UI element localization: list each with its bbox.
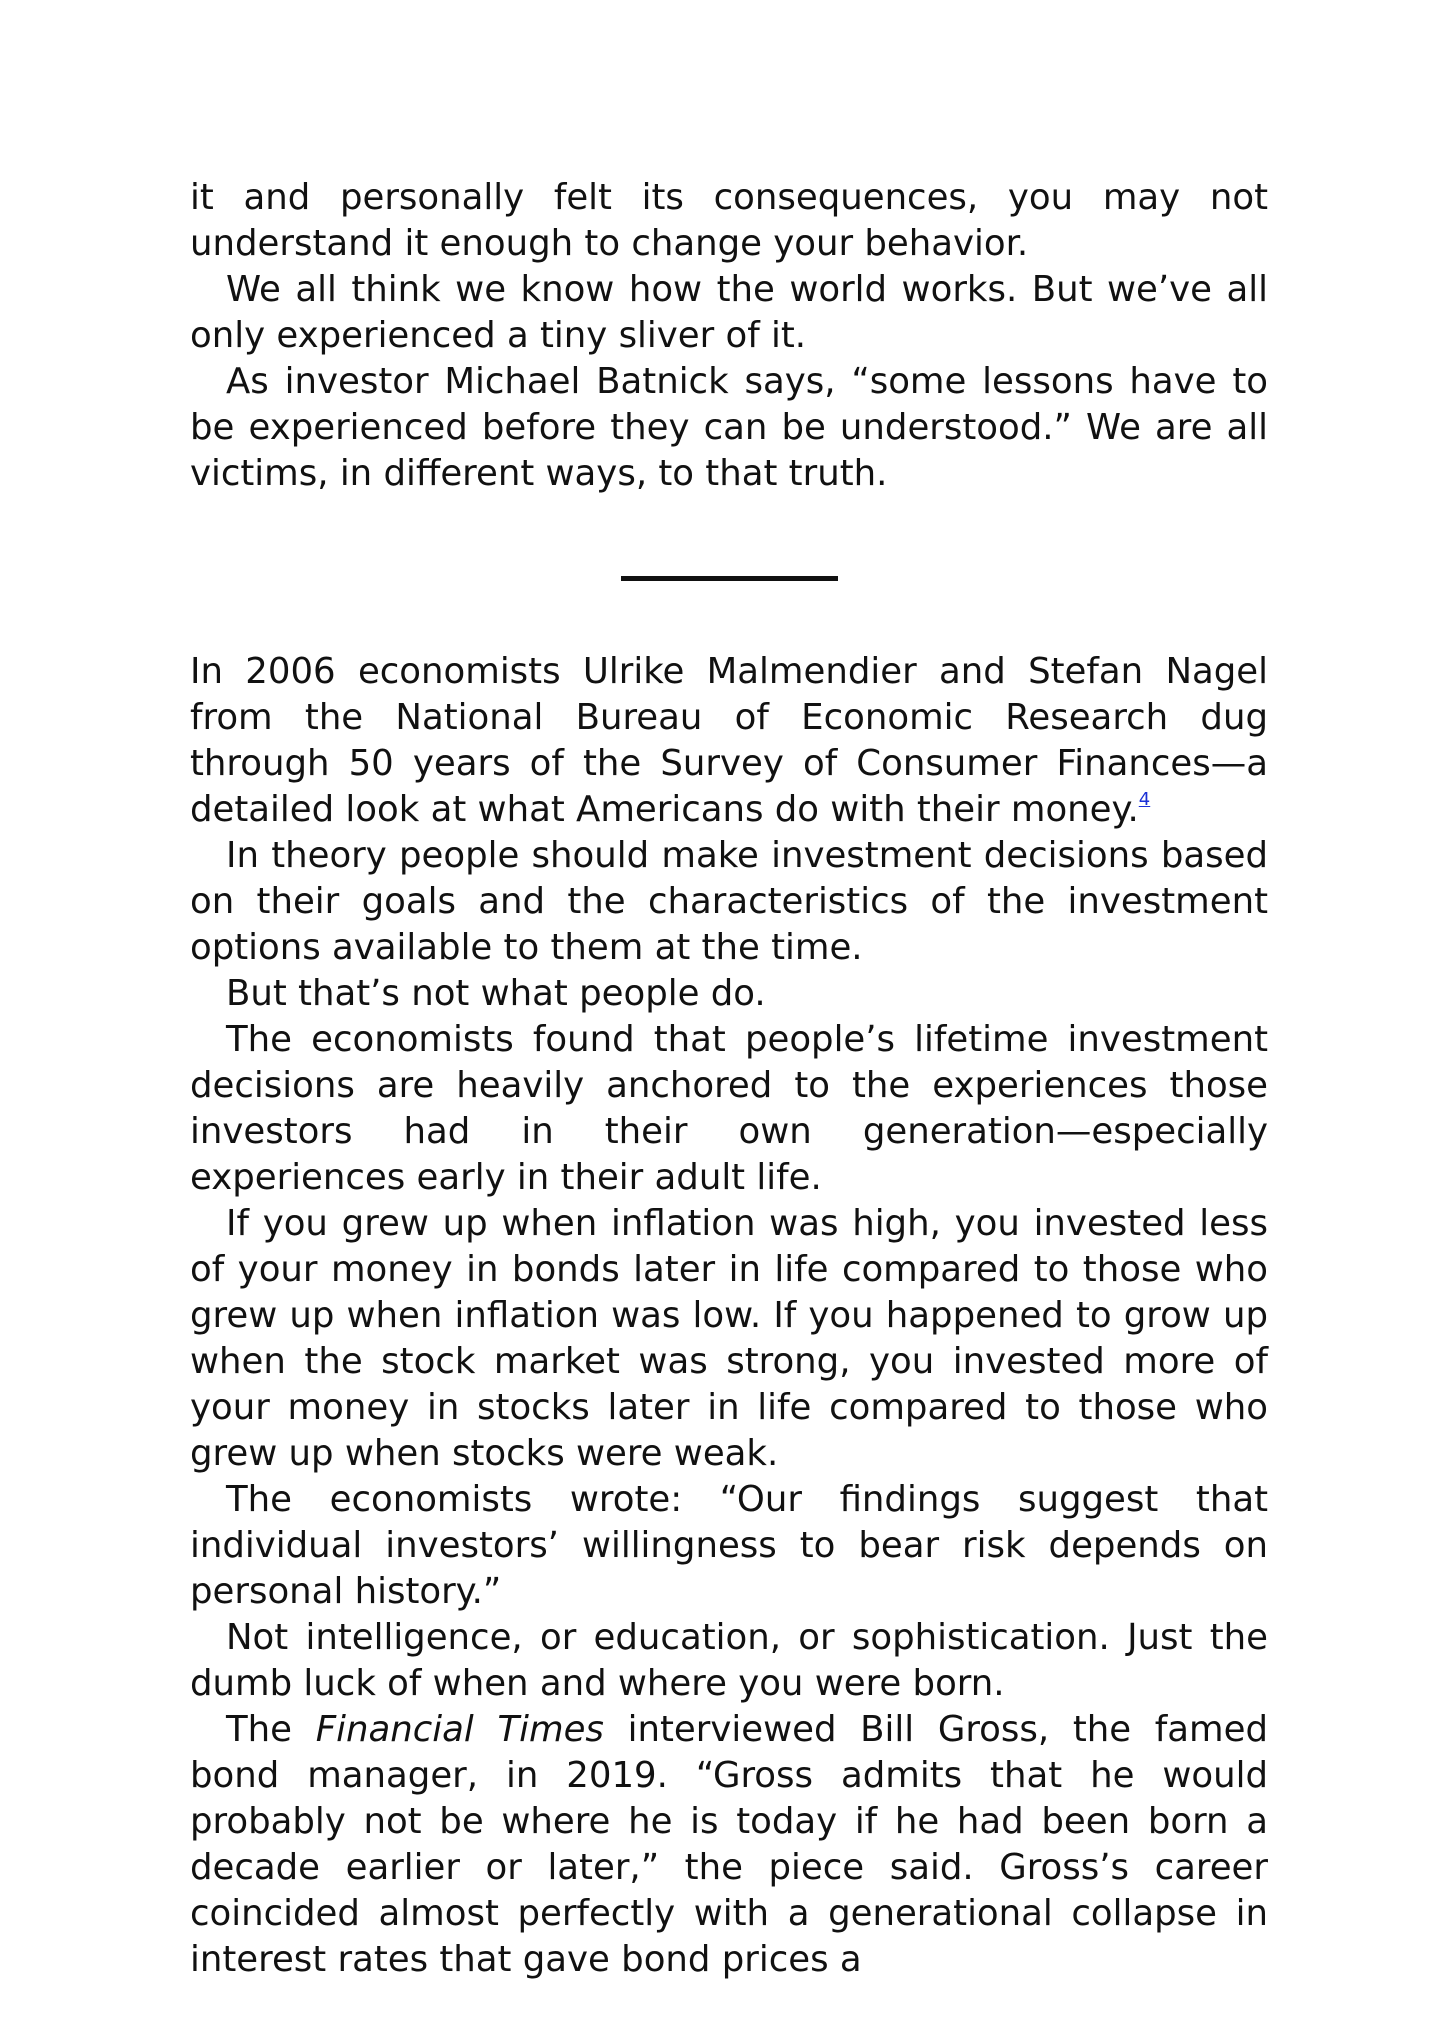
paragraph-text: The <box>226 1709 316 1750</box>
paragraph: The economists found that people’s lifetime investment decisions are heavily anchored to the experiences those investors had in their own generation—especially experiences early in their adult life. <box>190 1019 1268 1198</box>
paragraph: But that’s not what people do. <box>226 973 766 1014</box>
book-page <box>190 175 1268 1983</box>
paragraph-text: In 2006 economists Ulrike Malmendier and Stefan Nagel from the National Bureau of Economic Research dug through 50 years of the Survey of Consumer Finances—a detailed look at what Americans do with their money. <box>190 651 1268 830</box>
paragraph: it and personally felt its consequences, you may not understand it enough to change your behavior. <box>190 177 1268 264</box>
paragraph: If you grew up when inflation was high, you invested less of your money in bonds later in life compared to those who grew up when inflation was low. If you happened to grow up when the stock market was strong, you invested more of your money in stocks later in life compared to those who grew up when stocks were weak. <box>190 1203 1268 1474</box>
section-break <box>190 497 1268 649</box>
paragraph: The economists wrote: “Our findings suggest that individual investors’ willingness to bear risk depends on personal history.” <box>190 1479 1268 1612</box>
paragraph: Not intelligence, or education, or sophistication. Just the dumb luck of when and where you were born. <box>190 1617 1268 1704</box>
paragraph <box>190 1707 1268 1983</box>
paragraph: In theory people should make investment decisions based on their goals and the characteristics of the investment options available to them at the time. <box>190 835 1268 968</box>
publication-title: Financial Times <box>315 1709 604 1750</box>
footnote-link[interactable]: 4 <box>1138 789 1151 810</box>
paragraph: We all think we know how the world works. But we’ve all only experienced a tiny sliver of it. <box>190 269 1268 356</box>
paragraph <box>190 649 1268 833</box>
paragraph: As investor Michael Batnick says, “some lessons have to be experienced before they can be understood.” We are all victims, in different ways, to that truth. <box>190 361 1268 494</box>
paragraph-text: interviewed Bill Gross, the famed bond manager, in 2019. “Gross admits that he would probably not be where he is today if he had been born a decade earlier or later,” the piece said. Gross’s career coincided almost perfectly with a generational collapse in interest rates that gave bond prices a <box>190 1709 1268 1980</box>
section-divider-rule <box>621 576 838 581</box>
